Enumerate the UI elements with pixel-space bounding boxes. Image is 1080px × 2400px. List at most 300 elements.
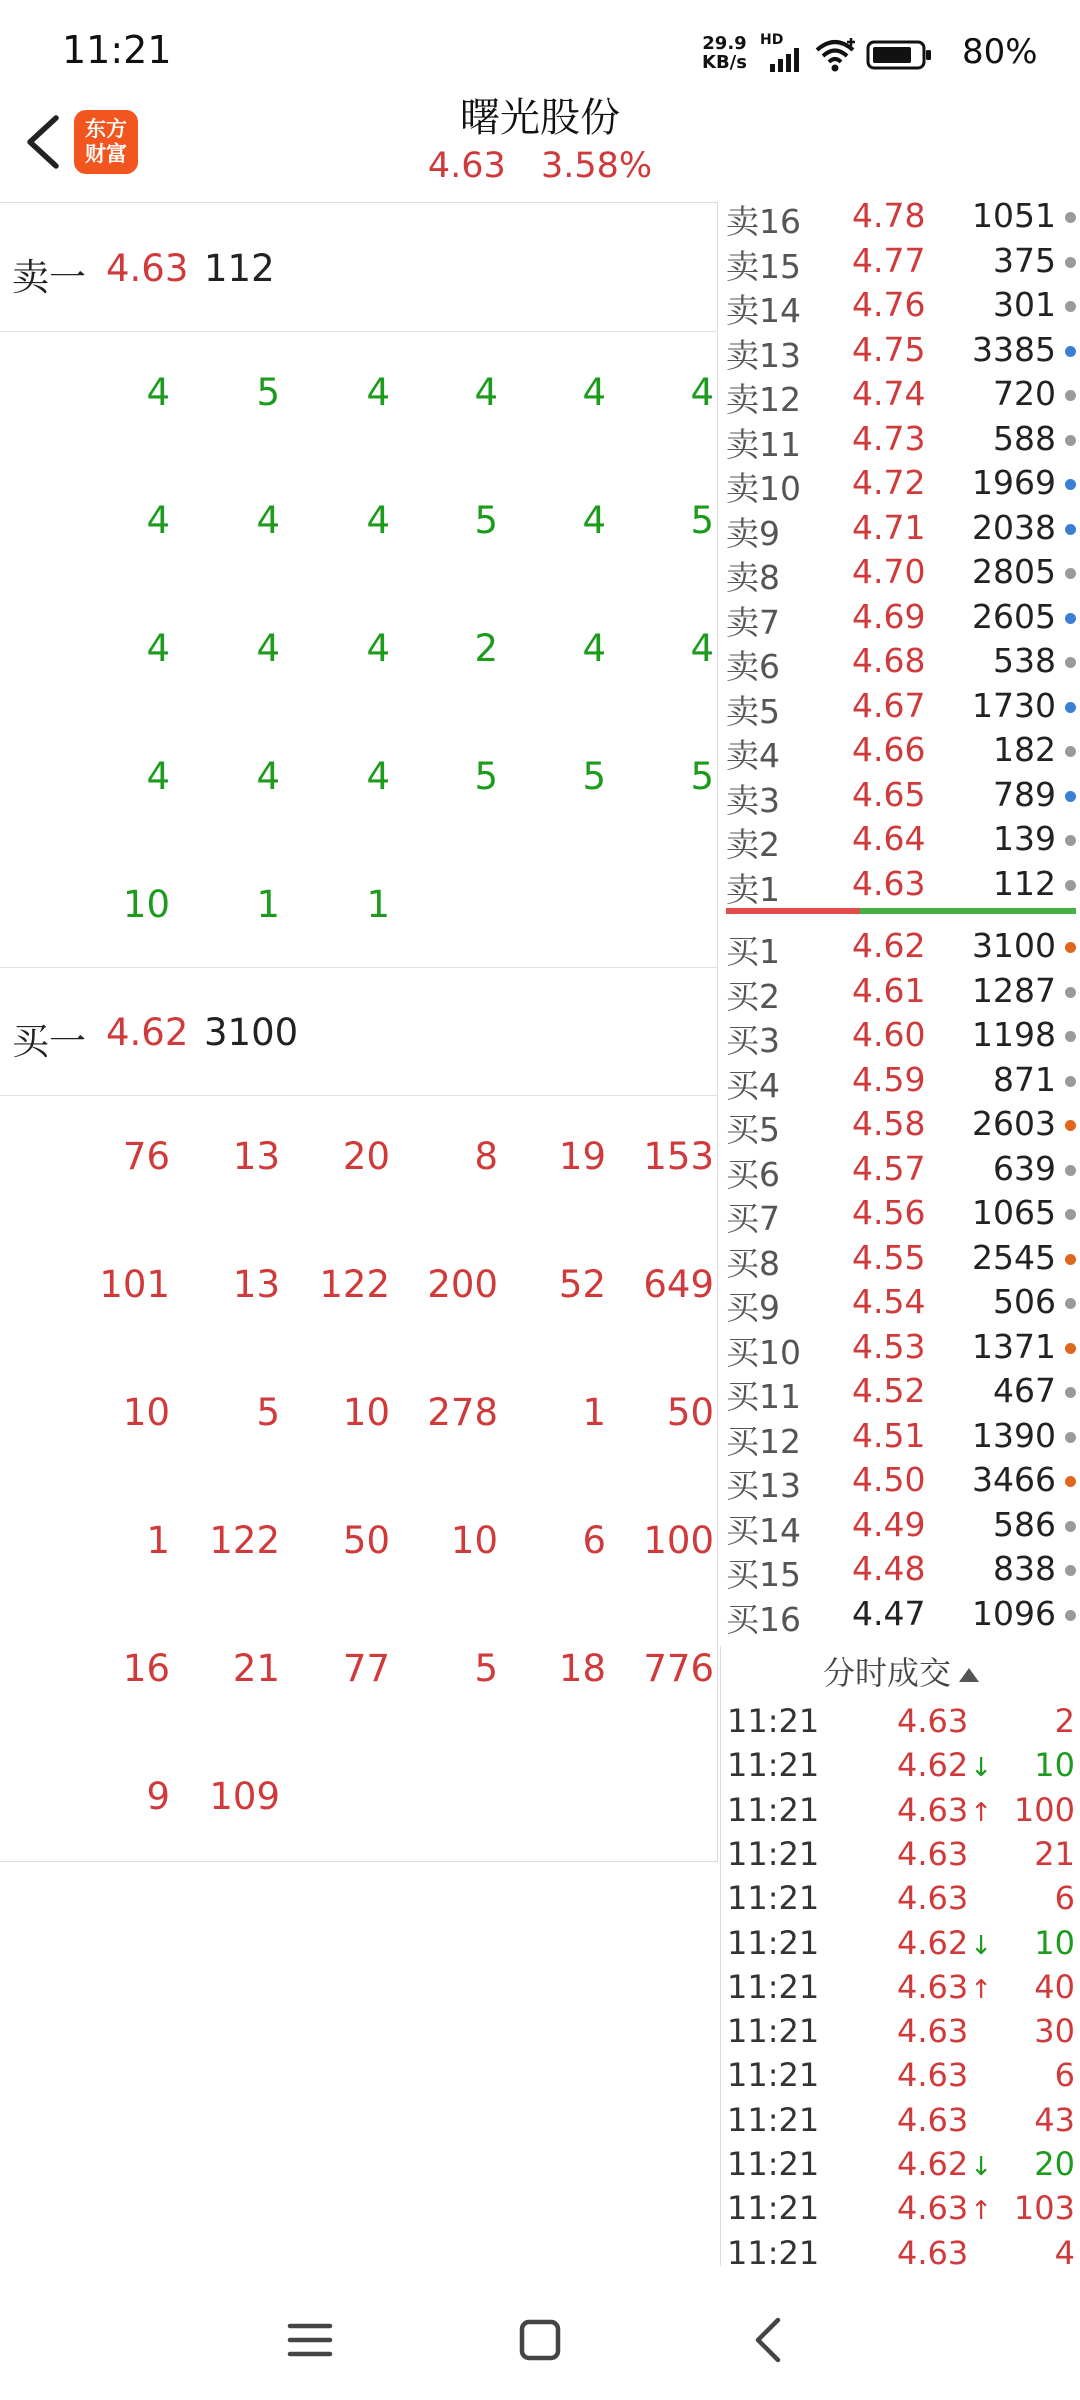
- queue-order-size: 4: [256, 499, 280, 542]
- level-label: 卖5: [726, 691, 780, 731]
- wifi-icon: [815, 36, 859, 74]
- tick-time: 11:21: [727, 1923, 820, 1962]
- level-label: 卖7: [726, 602, 780, 642]
- queue-order-size: 4: [146, 627, 170, 670]
- stock-change-pct: 3.58%: [540, 146, 653, 186]
- buy-one-label: 买一: [12, 1020, 86, 1063]
- arrow-up-icon: ↑: [970, 1974, 993, 2005]
- tick-row: [721, 1702, 1080, 1746]
- level-label: 买3: [726, 1021, 780, 1060]
- level-volume: 1198: [972, 1015, 1056, 1054]
- level-price: 4.66: [852, 730, 926, 769]
- tick-row: [721, 2101, 1080, 2145]
- queue-order-size: 1: [582, 1391, 606, 1434]
- level-label: 买12: [726, 1421, 801, 1461]
- level-volume: 1051: [972, 202, 1056, 235]
- tick-price: [897, 1702, 970, 1740]
- level-volume: 1065: [972, 1193, 1056, 1232]
- queue-order-size: 5: [256, 371, 280, 414]
- ask-level-row[interactable]: [720, 419, 1080, 463]
- queue-order-size: 4: [256, 755, 280, 798]
- tick-volume: 2: [1054, 1702, 1075, 1740]
- level-volume: 467: [993, 1371, 1056, 1410]
- queue-order-size: 101: [99, 1263, 170, 1306]
- queue-order-size: 776: [643, 1647, 714, 1690]
- battery-icon: [866, 40, 934, 70]
- tick-volume: 10: [1034, 1923, 1075, 1962]
- level-volume: 538: [993, 641, 1056, 680]
- bid-level-row[interactable]: [720, 1060, 1080, 1104]
- bid-level-row[interactable]: [720, 1327, 1080, 1371]
- level-dot-icon: [1065, 524, 1076, 535]
- sell-one-label: 卖一: [12, 256, 86, 299]
- arrow-down-icon: ↓: [970, 1930, 993, 1961]
- buy-queue-grid: [0, 1095, 718, 1861]
- tick-price: [897, 2012, 970, 2050]
- tick-price: [897, 1835, 970, 1873]
- level-price: 4.62: [852, 926, 926, 965]
- network-speed-value: 29.9: [702, 33, 747, 54]
- queue-order-size: 153: [643, 1135, 714, 1178]
- tick-row: [721, 2012, 1080, 2056]
- tick-row: [721, 1791, 1080, 1835]
- queue-order-size: 6: [582, 1519, 606, 1562]
- tick-price-value: 4.63: [897, 1879, 969, 1918]
- arrow-down-icon: ↓: [970, 2152, 993, 2182]
- level-label: 买9: [726, 1288, 780, 1327]
- level-price: 4.75: [852, 329, 926, 369]
- tick-price: [897, 2101, 970, 2139]
- queue-order-size: 100: [643, 1519, 714, 1562]
- trade-ticks-panel: [720, 1646, 1080, 2272]
- level-volume: 1730: [972, 685, 1056, 725]
- queue-order-size: 4: [582, 627, 606, 670]
- tick-volume: 30: [1034, 2012, 1075, 2051]
- arrow-up-icon: ↑: [970, 1797, 993, 1828]
- bid-level-row[interactable]: [720, 926, 1080, 970]
- tick-price: [897, 2189, 992, 2227]
- tick-price: [897, 1924, 992, 1962]
- ask-level-row[interactable]: [720, 641, 1080, 685]
- back-chevron-icon: [730, 2300, 810, 2380]
- queue-order-size: 5: [474, 499, 498, 542]
- nav-back-button[interactable]: [730, 2300, 810, 2380]
- tick-price: [897, 2145, 992, 2183]
- tick-price: [897, 1791, 992, 1829]
- tick-volume: 100: [1013, 1790, 1075, 1829]
- level-label: 买11: [726, 1377, 801, 1416]
- ask-level-row[interactable]: [720, 330, 1080, 374]
- level-price: 4.71: [852, 507, 926, 547]
- ask-level-row[interactable]: [720, 864, 1080, 908]
- ask-level-row[interactable]: [720, 202, 1080, 240]
- level-label: 买10: [726, 1332, 801, 1372]
- ask-level-row[interactable]: [720, 241, 1080, 285]
- level-label: 卖14: [726, 291, 801, 330]
- level-price: 4.47: [852, 1593, 926, 1633]
- queue-order-size: 1: [366, 883, 390, 926]
- logo-line-1: 东方: [85, 117, 127, 141]
- tick-volume: 10: [1034, 1746, 1075, 1785]
- tick-price-value: 4.62: [897, 2145, 969, 2183]
- tick-price-value: 4.63: [897, 1834, 969, 1873]
- tick-price-value: 4.63: [897, 2012, 969, 2051]
- level-label: 买1: [726, 932, 780, 971]
- ask-level-row[interactable]: [720, 775, 1080, 819]
- tick-row: [721, 2189, 1080, 2233]
- queue-order-size: 10: [450, 1519, 498, 1562]
- ask-level-row[interactable]: [720, 374, 1080, 418]
- level-volume: 2545: [972, 1237, 1056, 1277]
- tick-time: 11:21: [727, 1967, 820, 2006]
- tick-row: [721, 1746, 1080, 1790]
- level-dot-icon: [1065, 746, 1076, 757]
- level-volume: 3100: [972, 926, 1056, 965]
- level-label: 卖16: [726, 202, 801, 241]
- level-price: 4.69: [852, 596, 926, 636]
- tick-volume: 43: [1034, 2100, 1075, 2139]
- level-price: 4.49: [852, 1504, 926, 1544]
- tick-row: [721, 1924, 1080, 1968]
- level-price: 4.55: [852, 1237, 926, 1277]
- level-volume: 586: [993, 1504, 1056, 1544]
- level-price: 4.61: [852, 970, 926, 1010]
- level-volume: 3385: [972, 329, 1056, 369]
- level-price: 4.51: [852, 1415, 926, 1455]
- level-price: 4.67: [852, 685, 926, 725]
- bid-level-row[interactable]: [720, 971, 1080, 1015]
- tick-time: 11:21: [727, 1834, 820, 1873]
- level-volume: 639: [993, 1148, 1056, 1188]
- queue-order-size: 4: [366, 755, 390, 798]
- level-price: 4.57: [852, 1148, 926, 1188]
- level-volume: 3466: [972, 1460, 1056, 1499]
- level-price: 4.59: [852, 1059, 926, 1099]
- bid-level-row[interactable]: [720, 1505, 1080, 1549]
- queue-order-size: 5: [690, 755, 714, 798]
- ask-level-row[interactable]: [720, 463, 1080, 507]
- eastmoney-logo: [74, 110, 138, 174]
- level-dot-icon: [1065, 880, 1076, 891]
- tick-row: [721, 1835, 1080, 1879]
- level-volume: 588: [993, 418, 1056, 458]
- tick-price-value: 4.63: [897, 2189, 969, 2228]
- queue-order-size: 4: [366, 627, 390, 670]
- queue-order-size: 13: [232, 1135, 280, 1178]
- level-label: 买2: [726, 976, 780, 1016]
- level-price: 4.53: [852, 1326, 926, 1366]
- buy-one-price: 4.62: [106, 1011, 189, 1054]
- queue-order-size: 52: [558, 1263, 606, 1306]
- level-dot-icon: [1065, 1387, 1076, 1398]
- level-dot-icon: [1065, 1076, 1076, 1087]
- queue-order-size: 19: [558, 1135, 606, 1178]
- queue-order-size: 50: [666, 1391, 714, 1434]
- queue-order-size: 4: [582, 371, 606, 414]
- queue-order-size: 4: [366, 371, 390, 414]
- network-speed: [702, 34, 747, 72]
- queue-order-size: 5: [690, 499, 714, 542]
- queue-order-size: 18: [558, 1647, 606, 1690]
- level-price: 4.56: [852, 1193, 926, 1232]
- bid-level-row[interactable]: [720, 1104, 1080, 1148]
- level-label: 卖8: [726, 558, 780, 597]
- queue-order-size: 16: [122, 1647, 170, 1690]
- queue-order-size: 1: [146, 1519, 170, 1562]
- level-dot-icon: [1065, 657, 1076, 668]
- level-dot-icon: [1065, 791, 1076, 802]
- level-label: 卖2: [726, 825, 780, 864]
- queue-order-size: 4: [690, 627, 714, 670]
- level-dot-icon: [1065, 257, 1076, 268]
- network-speed-unit: KB/s: [702, 52, 747, 73]
- arrow-up-icon: ↑: [970, 2196, 993, 2227]
- tick-volume: 103: [1013, 2189, 1075, 2228]
- level-volume: 871: [993, 1059, 1056, 1099]
- queue-order-size: 278: [427, 1391, 498, 1434]
- level-price: 4.77: [852, 240, 926, 280]
- level-dot-icon: [1065, 942, 1076, 953]
- sell-one-price: 4.63: [106, 247, 189, 290]
- status-bar: [0, 0, 1080, 100]
- tick-price-value: 4.63: [897, 2233, 969, 2272]
- level-dot-icon: [1065, 835, 1076, 846]
- queue-order-size: 13: [232, 1263, 280, 1306]
- level-label: 买6: [726, 1154, 780, 1194]
- bid-level-row[interactable]: [720, 1594, 1080, 1638]
- level-volume: 301: [993, 285, 1056, 324]
- level-dot-icon: [1065, 568, 1076, 579]
- level-dot-icon: [1065, 346, 1076, 357]
- level-label: 卖15: [726, 246, 801, 286]
- ask-level-row[interactable]: [720, 285, 1080, 329]
- level-label: 买5: [726, 1110, 780, 1149]
- queue-order-size: 4: [146, 499, 170, 542]
- level-label: 买13: [726, 1466, 801, 1505]
- tick-time: 11:21: [727, 2233, 820, 2272]
- bid-level-row[interactable]: [720, 1282, 1080, 1326]
- level-volume: 2038: [972, 507, 1056, 547]
- queue-order-size: 649: [643, 1263, 714, 1306]
- tick-price: [897, 2234, 970, 2272]
- menu-icon: [270, 2300, 350, 2380]
- tick-price: [897, 1879, 970, 1917]
- ask-level-row[interactable]: [720, 730, 1080, 774]
- level-label: 买15: [726, 1555, 801, 1594]
- tick-price-value: 4.63: [897, 1967, 969, 2006]
- level-dot-icon: [1065, 1120, 1076, 1131]
- ask-level-row[interactable]: [720, 686, 1080, 730]
- bid-level-row[interactable]: [720, 1371, 1080, 1415]
- level-volume: 375: [993, 240, 1056, 280]
- sell-one-volume: 112: [204, 247, 275, 290]
- ticks-header-toggle[interactable]: [721, 1648, 1080, 1694]
- tick-row: [721, 2234, 1080, 2278]
- arrow-down-icon: ↓: [970, 1753, 993, 1784]
- level-price: 4.50: [852, 1460, 926, 1499]
- level-label: 卖1: [726, 869, 780, 909]
- level-dot-icon: [1065, 390, 1076, 401]
- level-label: 卖3: [726, 780, 780, 820]
- level-volume: 1969: [972, 463, 1056, 502]
- tick-price: [897, 2056, 970, 2094]
- back-button[interactable]: [18, 112, 70, 172]
- queue-order-size: 122: [209, 1519, 280, 1562]
- queue-order-size: 1: [256, 883, 280, 926]
- ask-level-row[interactable]: [720, 552, 1080, 596]
- queue-panel: [0, 202, 718, 1862]
- bid-level-row[interactable]: [720, 1549, 1080, 1593]
- level-dot-icon: [1065, 1209, 1076, 1220]
- bid-level-row[interactable]: [720, 1238, 1080, 1282]
- buy-one-volume: 3100: [204, 1011, 299, 1054]
- tick-time: 11:21: [727, 2145, 820, 2183]
- tick-volume: 6: [1054, 1879, 1075, 1918]
- level-price: 4.58: [852, 1104, 926, 1143]
- tick-time: 11:21: [727, 2100, 820, 2139]
- home-button[interactable]: [500, 2300, 580, 2380]
- level-volume: 838: [993, 1549, 1056, 1588]
- ask-level-row[interactable]: [720, 597, 1080, 641]
- level-dot-icon: [1065, 301, 1076, 312]
- buy-one-row: [0, 967, 718, 1096]
- level-dot-icon: [1065, 1165, 1076, 1176]
- level-label: 买14: [726, 1510, 801, 1550]
- tick-price-value: 4.63: [897, 1702, 969, 1740]
- ask-level-row[interactable]: [720, 819, 1080, 863]
- level-dot-icon: [1065, 1432, 1076, 1443]
- queue-order-size: 10: [342, 1391, 390, 1434]
- tick-price-value: 4.62: [897, 1923, 969, 1962]
- level-price: 4.72: [852, 463, 926, 502]
- level-price: 4.48: [852, 1549, 926, 1588]
- menu-button[interactable]: [270, 2300, 350, 2380]
- level-dot-icon: [1065, 1298, 1076, 1309]
- queue-order-size: 109: [209, 1775, 280, 1818]
- level-label: 买7: [726, 1199, 780, 1238]
- level-price: 4.73: [852, 418, 926, 458]
- level-price: 4.52: [852, 1371, 926, 1410]
- level-volume: 182: [993, 730, 1056, 769]
- tick-price-value: 4.63: [897, 2056, 969, 2095]
- level-label: 卖9: [726, 513, 780, 553]
- queue-order-size: 10: [122, 1391, 170, 1434]
- queue-order-size: 4: [474, 371, 498, 414]
- level-label: 卖4: [726, 736, 780, 775]
- queue-order-size: 4: [366, 499, 390, 542]
- level-dot-icon: [1065, 1031, 1076, 1042]
- queue-order-size: 9: [146, 1775, 170, 1818]
- bid-level-row[interactable]: [720, 1193, 1080, 1237]
- bid-level-row[interactable]: [720, 1015, 1080, 1059]
- level-volume: 506: [993, 1282, 1056, 1321]
- queue-order-size: 21: [232, 1647, 280, 1690]
- level-price: 4.78: [852, 202, 926, 235]
- level-dot-icon: [1065, 987, 1076, 998]
- tick-time: 11:21: [727, 2189, 820, 2228]
- system-nav-bar: [0, 2280, 1080, 2400]
- level-label: 买8: [726, 1243, 780, 1283]
- bid-ask-ratio-bar: [726, 908, 1076, 914]
- level-label: 卖10: [726, 469, 801, 508]
- level-volume: 2603: [972, 1104, 1056, 1143]
- tick-volume: 20: [1034, 2145, 1075, 2183]
- ticks-header-label: 分时成交: [822, 1654, 951, 1692]
- tick-time: 11:21: [727, 1879, 820, 1918]
- level-volume: 1096: [972, 1593, 1056, 1633]
- queue-order-size: 5: [474, 1647, 498, 1690]
- queue-order-size: 5: [582, 755, 606, 798]
- level-dot-icon: [1065, 1254, 1076, 1265]
- queue-order-size: 2: [474, 627, 498, 670]
- chevron-left-icon: [18, 112, 70, 172]
- hd-indicator: HD: [760, 32, 784, 48]
- level-dot-icon: [1065, 1610, 1076, 1621]
- home-square-icon: [500, 2300, 580, 2380]
- queue-order-size: 200: [427, 1263, 498, 1306]
- stock-name: 曙光股份: [460, 95, 620, 141]
- queue-order-size: 4: [256, 627, 280, 670]
- tick-row: [721, 1879, 1080, 1923]
- level-dot-icon: [1065, 212, 1076, 223]
- order-book[interactable]: [720, 202, 1080, 1642]
- level-volume: 1371: [972, 1326, 1056, 1366]
- level-volume: 2805: [972, 552, 1056, 591]
- level-price: 4.65: [852, 774, 926, 814]
- queue-order-size: 4: [690, 371, 714, 414]
- level-volume: 139: [993, 819, 1056, 858]
- level-dot-icon: [1065, 479, 1076, 490]
- level-label: 买16: [726, 1599, 801, 1639]
- level-label: 卖11: [726, 424, 801, 464]
- bid-level-row[interactable]: [720, 1416, 1080, 1460]
- tick-volume: 40: [1034, 1967, 1075, 2006]
- tick-row: [721, 1968, 1080, 2012]
- status-time: 11:21: [62, 28, 172, 72]
- bid-level-row[interactable]: [720, 1149, 1080, 1193]
- tick-volume: 21: [1034, 1834, 1075, 1873]
- level-label: 买4: [726, 1065, 780, 1105]
- tick-volume: 4: [1054, 2233, 1075, 2272]
- level-price: 4.76: [852, 285, 926, 324]
- queue-order-size: 5: [474, 755, 498, 798]
- level-dot-icon: [1065, 1343, 1076, 1354]
- level-price: 4.54: [852, 1282, 926, 1321]
- queue-order-size: 50: [342, 1519, 390, 1562]
- level-price: 4.63: [852, 863, 926, 903]
- sell-queue-grid: [0, 331, 718, 968]
- tick-price-value: 4.63: [897, 1790, 969, 1829]
- level-price: 4.64: [852, 819, 926, 858]
- queue-order-size: 20: [342, 1135, 390, 1178]
- tick-time: 11:21: [727, 1702, 820, 1740]
- tick-price: [897, 1746, 992, 1784]
- level-dot-icon: [1065, 1565, 1076, 1576]
- tick-price-value: 4.62: [897, 1746, 969, 1785]
- queue-order-size: 4: [146, 371, 170, 414]
- level-price: 4.74: [852, 374, 926, 413]
- ask-level-row[interactable]: [720, 508, 1080, 552]
- tick-row: [721, 2056, 1080, 2100]
- level-price: 4.68: [852, 641, 926, 680]
- level-label: 卖12: [726, 380, 801, 419]
- signal-icon: [770, 46, 806, 72]
- tick-time: 11:21: [727, 1790, 820, 1829]
- bid-level-row[interactable]: [720, 1460, 1080, 1504]
- level-label: 卖6: [726, 647, 780, 686]
- level-dot-icon: [1065, 702, 1076, 713]
- level-label: 卖13: [726, 335, 801, 375]
